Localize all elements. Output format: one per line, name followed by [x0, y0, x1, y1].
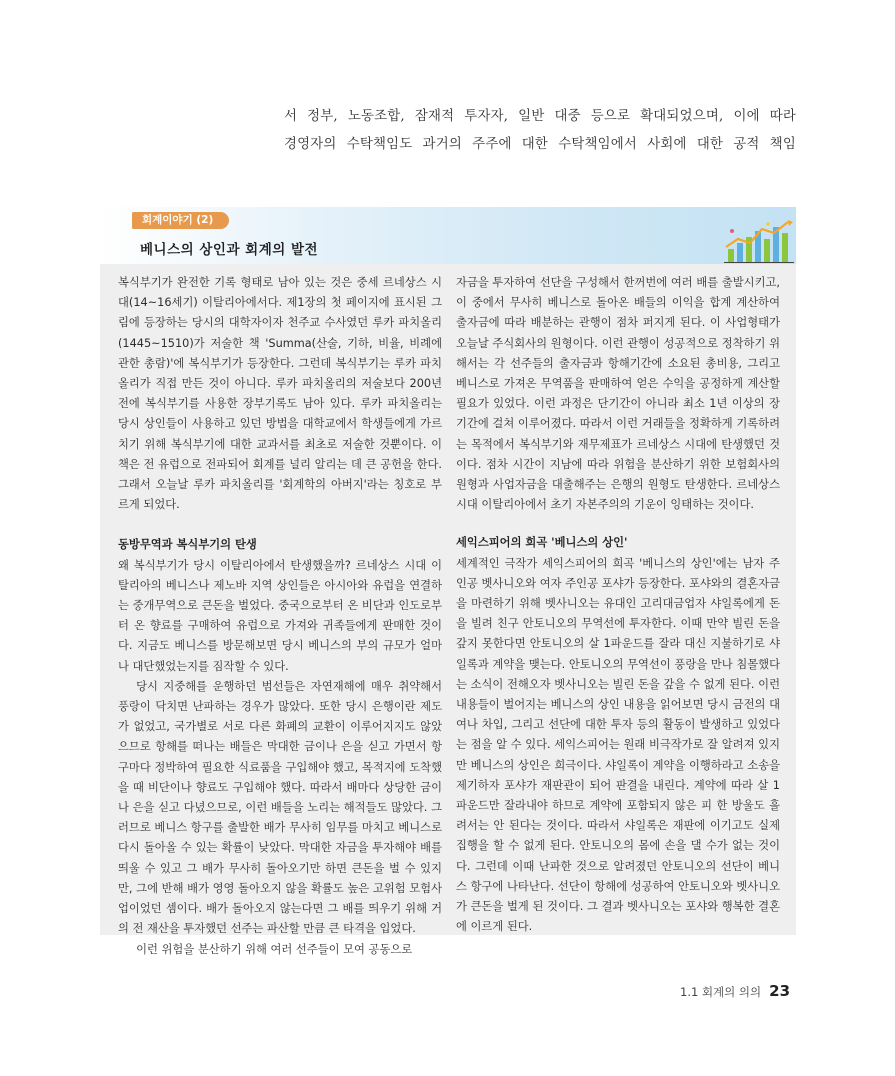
- left-paragraph-2: 왜 복식부기가 당시 이탈리아에서 탄생했을까? 르네상스 시대 이탈리아의 베니스나 제노바 지역 상인들은 아시아와 유럽을 연결하는 중개무역으로 큰돈을 벌었다. 중국으로부터 온 비단과 인도로부터 온 향료를 구매하여 유럽으로 가져와 귀족들에게 판매한 것이다. 지금도 베니스를 방문해보면 당시 베니스의 부의 규모가 얼마나 대단했었는지를 짐작할 수 있다.: [118, 558, 442, 673]
- story-tag: 회계이야기 (2): [132, 212, 229, 229]
- story-title: 베니스의 상인과 회계의 발전: [140, 242, 319, 258]
- intro-line-2: 경영자의 수탁책임도 과거의 주주에 대한 수탁책임에서 사회에 대한 공적 책임: [284, 137, 796, 152]
- story-box: [100, 207, 796, 956]
- chart-growth-icon: [724, 219, 794, 263]
- right-column: [456, 273, 780, 938]
- subheading-trade: 동방무역과 복식부기의 탄생: [118, 538, 257, 552]
- left-paragraph-1: 복식부기가 완전한 기록 형태로 남아 있는 것은 중세 르네상스 시대(14~16세기) 이탈리아에서다. 제1장의 첫 페이지에 표시된 그림에 등장하는 당시의 대학자이자 천주교 수사였던 루카 파치올리(1445~1510)가 저술한 책 'Summa(산술, 기하, 비율, 비례에 관한 총람)'에 복식부기가 등장한다. 그런데 복식부기는 루카 파치올리가 직접 만든 것이 아니다. 루카 파치올리의 저술보다 200년 전에 복식부기를 사용한 장부기록도 남아 있다. 루카 파치올리는 당시 상인들이 사용하고 있던 방법을 대학교에서 학생들에게 가르치기 위해 복식부기에 대한 교과서를 최초로 저술한 것뿐이다. 이 책은 전 유럽으로 전파되어 회계를 널리 알리는 데 큰 공헌을 한다. 그래서 오늘날 루카 파치올리를 '회계학의 아버지'라는 칭호로 부르게 되었다.: [118, 276, 442, 512]
- intro-text: [284, 103, 796, 159]
- subheading-merchant: 세익스피어의 희곡 '베니스의 상인': [456, 536, 628, 550]
- footer-section: 1.1 회계의 의의: [680, 985, 762, 999]
- page-number: 23: [769, 982, 791, 1000]
- right-paragraph-1: 자금을 투자하여 선단을 구성해서 한꺼번에 여러 배를 출발시키고, 이 중에서 무사히 베니스로 돌아온 배들의 이익을 합계 계산하여 출자금에 따라 배분하는 관행이 점차 퍼지게 된다. 이 사업형태가 오늘날 주식회사의 원형이다. 이런 관행이 성공적으로 정착하기 위해서는 각 선주들의 출자금과 항해기간에 소요된 총비용, 그리고 베니스로 가져온 무역품을 판매하여 얻은 수익을 공정하게 계산할 필요가 있었다. 이런 과정은 단기간이 아니라 최소 1년 이상의 장기간에 걸쳐 이루어졌다. 따라서 이런 거래들을 정확하게 기록하려는 목적에서 복식부기와 재무제표가 르네상스 시대에 탄생했던 것이다. 점차 시간이 지남에 따라 위험을 분산하기 위한 보험회사의 원형과 사업자금을 대출해주는 은행의 원형도 탄생한다. 르네상스 시대 이탈리아에서 초기 자본주의의 기운이 잉태하는 것이다.: [456, 276, 780, 512]
- left-paragraph-3: 당시 지중해를 운행하던 범선들은 자연재해에 매우 취약해서 풍랑이 닥치면 난파하는 경우가 많았다. 또한 당시 은행이란 제도가 없었고, 국가별로 서로 다른 화폐의 교환이 이루어지지도 않았으므로 항해를 떠나는 배들은 막대한 금이나 은을 싣고 가면서 항구마다 정박하여 필요한 식료품을 구입해야 했고, 목적지에 도착했을 때 비단이나 향료도 구입해야 했다. 따라서 배마다 상당한 금이나 은을 싣고 다녔으므로, 이런 배들을 노리는 해적들도 많았다. 그러므로 베니스 항구를 출발한 배가 무사히 임무를 마치고 베니스로 다시 돌아올 수 있는 확률이 낮았다. 막대한 자금을 투자해야 배를 띄울 수 있고 그 배가 무사히 돌아오기만 하면 큰돈을 벌 수 있지만, 그에 반해 배가 영영 돌아오지 않을 확률도 높은 고위험 모험사업이었던 셈이다. 배가 돌아오지 않는다면 그 배를 띄우기 위해 거의 전 재산을 투자했던 선주는 파산할 만큼 큰 타격을 입었다.: [118, 679, 442, 936]
- page-footer: [680, 982, 790, 1000]
- left-column: [118, 273, 442, 960]
- intro-line-1: 서 정부, 노동조합, 잠재적 투자자, 일반 대중 등으로 확대되었으며, 이에 따라: [284, 109, 796, 124]
- story-box-header: [100, 207, 796, 264]
- left-paragraph-4: 이런 위험을 분산하기 위해 여러 선주들이 모여 공동으로: [136, 942, 413, 956]
- right-paragraph-2: 세계적인 극작가 세익스피어의 희곡 '베니스의 상인'에는 남자 주인공 벳사니오와 여자 주인공 포샤가 등장한다. 포샤와의 결혼자금을 마련하기 위해 벳사니오는 유대인 고리대금업자 샤일록에게 돈을 빌려 친구 안토니오의 무역선에 투자한다. 이때 만약 빌린 돈을 갚지 못한다면 안토니오의 살 1파운드를 잘라 대신 지불하기로 샤일록과 계약을 맺는다. 안토니오의 무역선이 풍랑을 만나 침몰했다는 소식이 전해오자 벳사니오는 빌린 돈을 갚을 수 없게 된다. 이런 내용들이 벌어지는 베니스의 상인 내용을 읽어보면 당시 금전의 대여나 차입, 그리고 선단에 대한 투자 등의 활동이 발생하고 있었다는 점을 알 수 있다. 세익스피어는 원래 비극작가로 잘 알려져 있지만 베니스의 상인은 희극이다. 샤일록이 계약을 이행하라고 소송을 제기하자 포샤가 재판관이 되어 판결을 내린다. 계약에 따라 살 1파운드만 잘라내야 하므로 계약에 포함되지 않은 피 한 방울도 흘려서는 안 된다는 것이다. 따라서 샤일록은 재판에 이기고도 실제 집행을 할 수 없게 된다. 안토니오의 몸에 손을 댈 수가 없는 것이다. 그런데 이때 난파한 것으로 알려졌던 안토니오의 선단이 베니스 항구에 나타난다. 선단이 항해에 성공하여 안토니오와 벳사니오가 큰돈을 벌게 된 것이다. 그 결과 벳사니오는 포샤와 행복한 결혼에 이르게 된다.: [456, 556, 780, 934]
